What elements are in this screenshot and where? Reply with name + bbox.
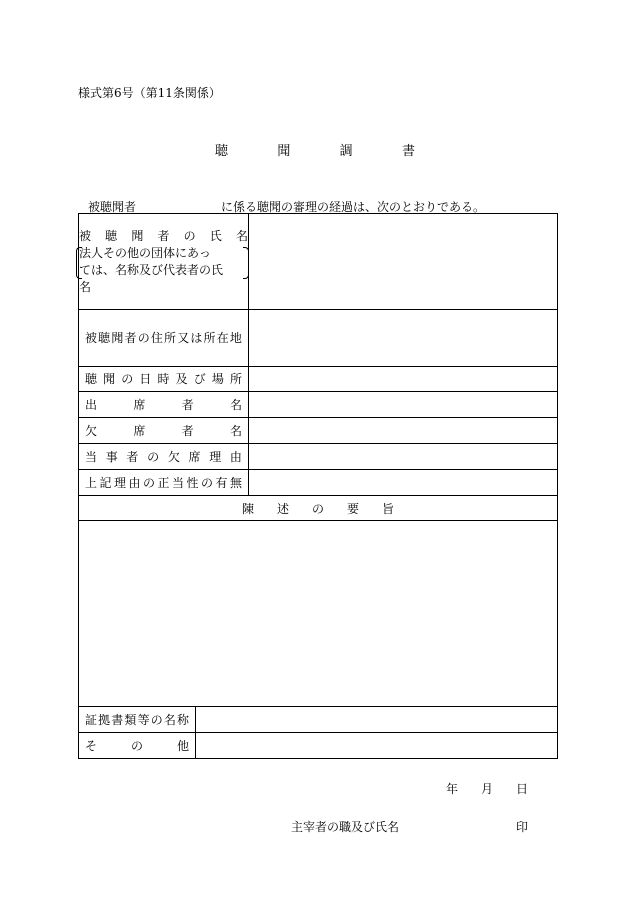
label-char: 名	[229, 423, 242, 438]
label-char: 席	[133, 423, 146, 438]
label-char: 聴	[105, 228, 118, 243]
intro-label-respondent: 被聴聞者	[88, 200, 137, 214]
label-absentees	[79, 418, 249, 444]
row-absence-reason	[79, 444, 558, 470]
label-char: 者	[181, 423, 194, 438]
label-char: 及	[175, 372, 188, 386]
bracket-note-line: 法人その他の団体にあっ	[79, 245, 211, 260]
label-evidence	[79, 707, 196, 733]
title-char: 書	[401, 144, 415, 159]
label-char: の	[121, 372, 134, 386]
label-char: 席	[133, 397, 146, 412]
label-char: 時	[157, 372, 170, 386]
presider-title-name: 主宰者の職及び氏名	[291, 820, 400, 834]
label-char: 上	[85, 475, 98, 490]
label-char: 所	[203, 331, 216, 345]
label-char: の	[130, 738, 143, 753]
label-char: の	[150, 712, 163, 727]
label-char: 所	[230, 372, 243, 386]
label-char: 席	[188, 449, 201, 464]
label-char: 拠	[98, 712, 111, 727]
date-char: 月	[480, 782, 493, 796]
left-bracket-icon	[76, 247, 82, 279]
label-char: 名	[79, 279, 92, 294]
label-char: 聞	[103, 372, 116, 386]
label-char: 書	[111, 712, 124, 727]
field-address[interactable]	[249, 310, 558, 367]
field-datetime-place[interactable]	[249, 367, 558, 392]
label-datetime-place	[79, 367, 249, 392]
field-statement-summary[interactable]	[79, 521, 558, 707]
document-title	[215, 140, 415, 159]
field-other[interactable]	[196, 733, 558, 759]
label-attendees	[79, 392, 249, 418]
label-char: は	[190, 331, 203, 345]
row-justification	[79, 470, 558, 496]
label-char: 無	[230, 475, 243, 490]
statement-header	[79, 496, 558, 521]
header-char: 述	[276, 501, 289, 516]
label-char: の	[137, 331, 150, 345]
date-char: 日	[515, 782, 528, 796]
row-datetime-place	[79, 367, 558, 392]
label-char: 性	[186, 475, 199, 490]
label-char: 所	[164, 331, 177, 345]
label-char: 他	[176, 738, 189, 753]
label-char: の	[147, 449, 160, 464]
signature-date	[446, 780, 528, 797]
label-char: 由	[128, 475, 141, 490]
label-char: 被	[79, 228, 92, 243]
field-absence-reason[interactable]	[249, 444, 558, 470]
label-char: 在	[216, 331, 229, 345]
title-char: 聞	[277, 144, 291, 159]
label-char: 場	[211, 372, 224, 386]
label-absence-reason	[79, 444, 249, 470]
label-char: 欠	[85, 423, 98, 438]
label-char: 等	[137, 712, 150, 727]
label-char: 欠	[167, 449, 180, 464]
label-char: 出	[85, 397, 98, 412]
label-char: 被	[85, 331, 98, 345]
row-statement-body	[79, 521, 558, 707]
row-respondent-name	[79, 214, 558, 310]
field-justification[interactable]	[249, 470, 558, 496]
row-absentees	[79, 418, 558, 444]
label-char: 当	[172, 475, 185, 490]
row-attendees	[79, 392, 558, 418]
header-char: 要	[346, 501, 359, 516]
label-char: 名	[235, 228, 248, 243]
field-absentees[interactable]	[249, 418, 558, 444]
header-char: の	[311, 501, 324, 516]
label-char: 理	[209, 449, 222, 464]
label-address	[79, 310, 249, 367]
row-address	[79, 310, 558, 367]
label-char: 者	[124, 331, 137, 345]
label-char: 者	[181, 397, 194, 412]
bracket-note	[79, 245, 248, 279]
bracket-note-line: ては、名称及び代表者の氏	[79, 262, 224, 277]
label-char: の	[183, 228, 196, 243]
label-char: 正	[157, 475, 170, 490]
row-other	[79, 733, 558, 759]
label-char: 事	[105, 449, 118, 464]
field-attendees[interactable]	[249, 392, 558, 418]
row-evidence	[79, 707, 558, 733]
label-char: 証	[85, 712, 98, 727]
label-respondent-name	[79, 214, 249, 310]
label-char: 聴	[98, 331, 111, 345]
label-char: び	[193, 372, 206, 386]
hearing-record-table	[78, 213, 558, 759]
row-statement-header	[79, 496, 558, 521]
field-respondent-name[interactable]	[249, 214, 558, 310]
header-char: 陳	[242, 501, 255, 516]
label-char: 有	[215, 475, 228, 490]
label-char: 又	[177, 331, 190, 345]
label-char: 類	[124, 712, 137, 727]
header-char: 旨	[381, 501, 394, 516]
date-char: 年	[446, 782, 459, 796]
label-char: 当	[85, 449, 98, 464]
form-number: 様式第6号（第11条関係）	[78, 86, 221, 100]
label-char: 者	[157, 228, 170, 243]
intro-sentence: に係る聴聞の審理の経過は、次のとおりである。	[221, 200, 486, 214]
label-char: 名	[163, 712, 176, 727]
right-bracket-icon	[243, 247, 249, 279]
label-char: 聞	[131, 228, 144, 243]
label-char: の	[143, 475, 156, 490]
label-char: 記	[99, 475, 112, 490]
label-char: の	[201, 475, 214, 490]
label-char: そ	[85, 738, 98, 753]
title-char: 調	[339, 144, 353, 159]
label-char: 名	[229, 397, 242, 412]
label-char: 氏	[209, 228, 222, 243]
label-other	[79, 733, 196, 759]
label-char: 住	[150, 331, 163, 345]
label-char: 由	[229, 449, 242, 464]
label-char: 聴	[85, 372, 98, 386]
field-evidence[interactable]	[196, 707, 558, 733]
label-justification	[79, 470, 249, 496]
label-char: 称	[176, 712, 189, 727]
label-char: 理	[114, 475, 127, 490]
label-char: 聞	[111, 331, 124, 345]
label-char: 地	[229, 331, 242, 345]
label-char: 日	[139, 372, 152, 386]
title-char: 聴	[215, 144, 229, 159]
label-char: 者	[126, 449, 139, 464]
seal-mark: 印	[516, 820, 529, 834]
